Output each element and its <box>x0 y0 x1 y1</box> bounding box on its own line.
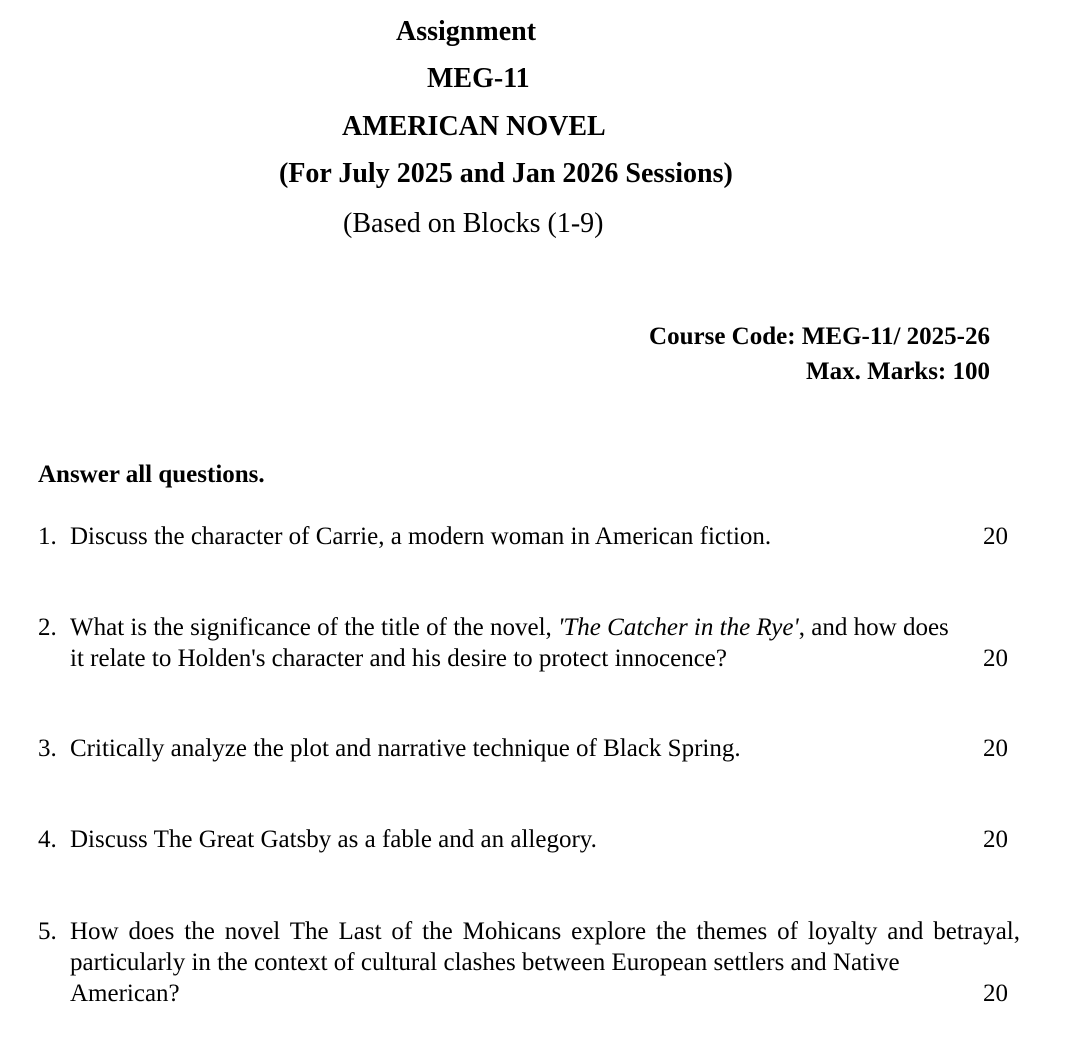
question-text: Critically analyze the plot and narrative technique of Black Spring. <box>70 735 741 762</box>
course-code: Course Code: MEG-11/ 2025-26 <box>649 323 990 350</box>
question-2 <box>38 612 1020 674</box>
course-id-heading: MEG-11 <box>427 63 530 94</box>
question-marks: 20 <box>983 735 1008 762</box>
question-text-last-line: it relate to Holden's character and his desire to protect innocence? <box>70 645 727 672</box>
question-text: Discuss the character of Carrie, a modern woman in American fiction. <box>70 523 772 550</box>
question-marks: 20 <box>983 826 1008 853</box>
question-number: 3. <box>38 735 57 762</box>
question-number: 4. <box>38 826 57 853</box>
question-3 <box>38 733 1020 764</box>
instruction: Answer all questions. <box>38 461 265 488</box>
question-marks: 20 <box>983 980 1008 1007</box>
blocks-subheading: (Based on Blocks (1-9) <box>343 208 604 239</box>
question-number: 5. <box>38 918 57 945</box>
question-5 <box>38 916 1020 1009</box>
question-text-part: How does the novel The Last of the Mohicans explore the themes of loyalty and betrayal, particularly in the context of cultural clashes between European settlers and Native <box>70 918 1020 976</box>
question-4 <box>38 824 1020 855</box>
question-text-part: , and how does <box>798 614 949 641</box>
question-text: Discuss The Great Gatsby as a fable and an allegory. <box>70 826 597 853</box>
max-marks: Max. Marks: 100 <box>806 358 990 385</box>
question-number: 2. <box>38 614 57 641</box>
course-title-heading: AMERICAN NOVEL <box>342 111 606 142</box>
question-text <box>70 916 1020 1009</box>
question-1 <box>38 521 1020 552</box>
question-text-part: What is the significance of the title of the novel, <box>70 614 559 641</box>
question-marks: 20 <box>983 523 1008 550</box>
question-text-last-line: American? <box>70 980 180 1007</box>
question-number: 1. <box>38 523 57 550</box>
novel-title: 'The Catcher in the Rye' <box>558 614 799 641</box>
assignment-heading: Assignment <box>396 16 537 47</box>
question-marks: 20 <box>983 645 1008 672</box>
sessions-heading: (For July 2025 and Jan 2026 Sessions) <box>279 158 733 189</box>
question-text <box>70 612 1020 674</box>
